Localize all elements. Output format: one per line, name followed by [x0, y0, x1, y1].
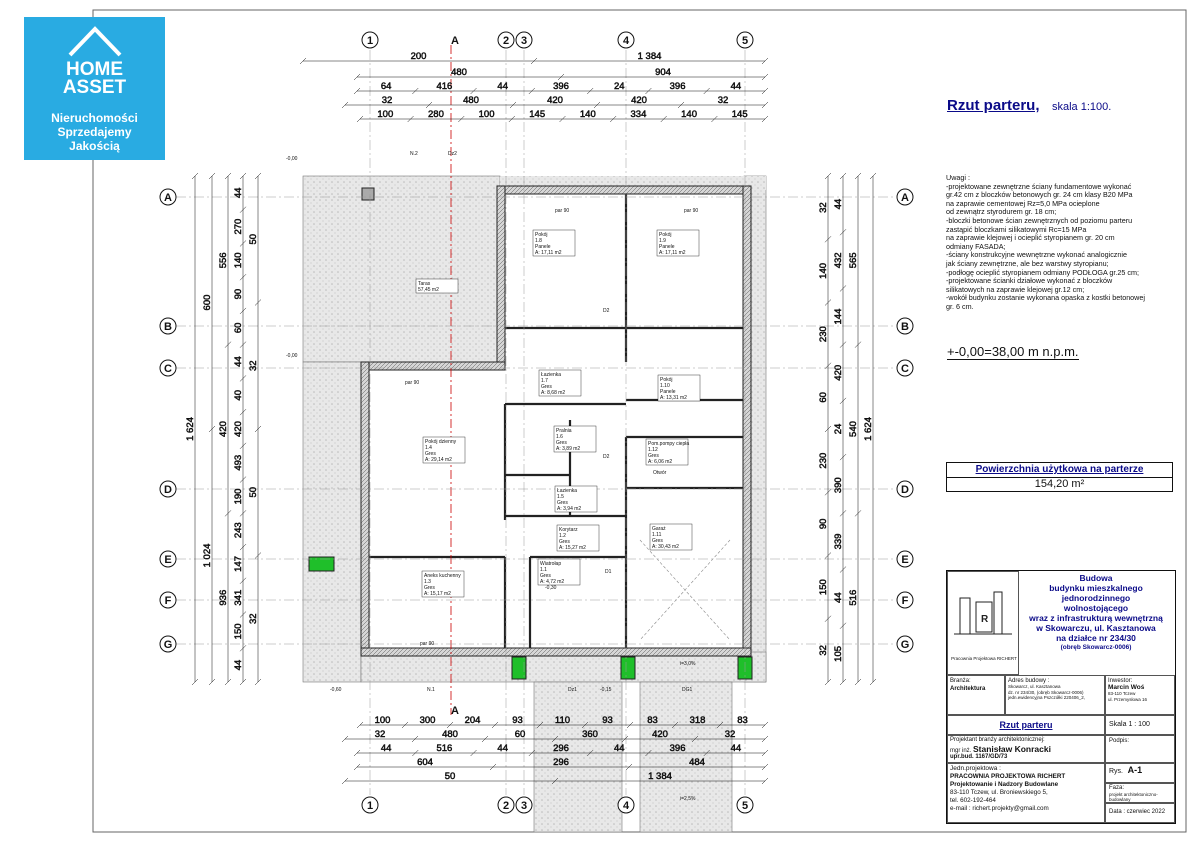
left-dimension: 44 [233, 356, 244, 367]
building-title-line: budynku mieszkalnego [1049, 583, 1143, 593]
left-dimension: 60 [233, 322, 244, 334]
investor-address: 83-110 Tczew [1108, 691, 1136, 696]
room-label-text: Pokój [659, 232, 672, 238]
investor-name: Marcin Woś [1108, 684, 1145, 691]
door-label: D2 [603, 454, 610, 460]
room-label-text: Panele [659, 244, 675, 250]
room-label-text: 1.8 [535, 238, 542, 244]
room-label-text: 1.3 [424, 579, 431, 585]
unit-label: Jedn.projektowa : [950, 765, 1001, 772]
address-line: dz. nr 234/30, (obręb Skowarcz-0006) [1008, 689, 1084, 695]
firm-small: Pracownia Projektowa RICHERT [951, 656, 1017, 661]
left-dimension: 420 [233, 421, 244, 437]
room-label-text: Gres [424, 585, 435, 591]
top-dimension: 416 [436, 81, 453, 92]
room-label-text: Pokój dzienny [425, 439, 457, 445]
room-label-text: 1.11 [652, 532, 662, 538]
svg-text:R: R [981, 614, 989, 625]
logo-tagline: Sprzedajemy [57, 125, 132, 139]
level-marker: -0,30 [545, 585, 557, 591]
right-dimension: 432 [833, 252, 844, 269]
room-label [539, 370, 581, 396]
right-dimension: 150 [818, 579, 829, 596]
axis-label: 5 [741, 800, 749, 812]
room-label-text: A: 8,68 m2 [541, 390, 566, 396]
room-label-text: Pokój [660, 377, 673, 383]
bottom-dimension: 480 [442, 729, 458, 740]
axis-label: C [164, 363, 172, 375]
rys-value: A-1 [1127, 765, 1143, 775]
rys-label: Rys. [1109, 768, 1123, 775]
top-dimension: 280 [428, 109, 444, 120]
top-dimension: 44 [497, 81, 509, 92]
room-label-text: Pom.pompy ciepła [648, 441, 690, 447]
building-title-line: Budowa [1079, 573, 1113, 583]
bottom-dimension: 32 [724, 729, 736, 740]
right-dimension: 230 [818, 326, 829, 343]
room-label-text: A: 13,31 m2 [660, 395, 687, 401]
usable-area-heading: Powierzchnia użytkowa na parterze [975, 464, 1144, 475]
room-label-text: A: 30,43 m2 [652, 544, 679, 550]
room-label [533, 230, 575, 256]
logo-brand-line1: HOME [66, 59, 123, 80]
bottom-dimension: 50 [444, 771, 456, 782]
address-line: jedn.ewidencyjna Pszczółki 220406_2, [1008, 695, 1086, 700]
room-label-text: 1.7 [541, 378, 548, 384]
left-dimension: 556 [218, 252, 229, 269]
right-dimension: 420 [833, 364, 844, 381]
room-label-text: Panele [535, 244, 551, 250]
room-label-text: Łazienka [541, 372, 562, 378]
top-dimension: 334 [630, 109, 647, 120]
left-dimension: 32 [248, 360, 259, 372]
room-label-text: Gres [648, 453, 659, 459]
room-label-text: Pralnia [556, 428, 572, 434]
room-label-text: 57,45 m2 [418, 287, 439, 293]
designer-label: Projektant branży architektonicznej: [950, 737, 1045, 743]
right-dimension: 540 [848, 421, 859, 437]
slope-label: i=2,5% [680, 796, 696, 802]
room-label-text: A: 3,89 m2 [556, 446, 581, 452]
usable-area-box [946, 462, 1173, 492]
note-line: -projektowane ścianki działowe wykonać z bloczków [946, 276, 1113, 286]
top-dimension: 140 [681, 109, 697, 120]
axis-label: 1 [366, 800, 374, 812]
garage-door-label: DG1 [682, 687, 693, 693]
opening-label: Otwór [653, 470, 667, 476]
right-dimension: 144 [833, 308, 844, 325]
building-title-line: wolnostojącego [1063, 603, 1129, 613]
top-dimension: 1 384 [637, 51, 662, 62]
axis-label: C [901, 363, 909, 375]
axis-label: A [901, 192, 909, 204]
signature-label: Podpis: [1109, 738, 1130, 744]
investor-label: Inwestor: [1108, 678, 1133, 684]
drawing-title: Rzut parteru, [947, 97, 1040, 114]
right-dimension: 140 [818, 262, 829, 279]
left-dimension: 50 [248, 486, 259, 498]
axis-label: 2 [502, 800, 510, 812]
room-label-text: A: 29,14 m2 [425, 457, 452, 463]
bottom-dimension: 44 [613, 743, 625, 754]
chimney-marker [362, 188, 374, 200]
firm-emblem-icon [948, 572, 1018, 652]
room-label [657, 230, 699, 256]
right-dimension: 60 [818, 392, 829, 403]
left-dimension: 420 [218, 421, 229, 437]
note-line: -projektowane zewnętrzne ściany fundamentowe wykonać [946, 181, 1132, 191]
green-pad [621, 657, 635, 679]
axis-label: 4 [622, 800, 630, 812]
room-label-text: Gres [425, 451, 436, 457]
axis-label: F [901, 595, 909, 607]
bottom-dimension: 484 [689, 757, 705, 768]
faza-label: Faza: [1109, 785, 1125, 791]
bottom-dimension: 318 [689, 715, 706, 726]
section-mark-top: A [451, 35, 459, 47]
bottom-dimension: 83 [737, 715, 748, 726]
room-label-text: Garaż [652, 526, 666, 532]
bottom-dimension: 296 [553, 757, 569, 768]
house-icon [68, 25, 122, 57]
room-label-text: 1.4 [425, 445, 432, 451]
top-dimension: 64 [380, 81, 392, 92]
left-dimension: 1 624 [185, 417, 196, 441]
designer-permit: upr.bud. 1167/GD/73 [950, 754, 1008, 760]
room-label-text: Wiatrołap [540, 561, 562, 567]
axis-label: A [164, 192, 172, 204]
room-label-text: 1.9 [659, 238, 666, 244]
room-label [646, 439, 689, 465]
room-label-text: A: 4,72 m2 [540, 579, 565, 585]
bottom-dimension: 604 [417, 757, 433, 768]
note-line: zastąpić bloczkami silikatowymi Rc=15 MPa [946, 224, 1087, 234]
date: Data : czerwiec 2022 [1109, 809, 1166, 815]
room-label-text: Gres [540, 573, 551, 579]
par-label: par 90 [555, 208, 570, 214]
room-label [555, 486, 597, 512]
top-dimension: 32 [717, 95, 729, 106]
bottom-dimension: 44 [380, 743, 392, 754]
right-dimension: 44 [833, 592, 844, 603]
level-marker: -0,00 [286, 156, 298, 162]
bottom-dimension: 93 [512, 715, 523, 726]
left-dimension: 190 [233, 488, 244, 505]
right-dimension: 32 [818, 202, 829, 213]
axis-label: E [901, 554, 909, 566]
bottom-dimension: 100 [374, 715, 391, 726]
room-label [658, 375, 700, 401]
room-label-text: A: 3,94 m2 [557, 506, 582, 512]
room-label-text: A: 17,11 m2 [659, 250, 686, 256]
left-dimension: 40 [233, 389, 244, 401]
note-line: od zewnątrz styrodurem gr. 18 cm; [946, 207, 1057, 217]
top-dimension: 24 [613, 81, 625, 92]
bottom-dimension: 296 [553, 743, 569, 754]
right-dimension: 339 [833, 533, 844, 550]
room-label-text: A: 6,06 m2 [648, 459, 673, 465]
top-dimension: 44 [730, 81, 742, 92]
room-label [557, 525, 599, 551]
par-label: par 90 [405, 380, 420, 386]
sheet-title: Rzut parteru [999, 720, 1053, 730]
top-dimension: 200 [410, 51, 427, 62]
top-dimension: 420 [547, 95, 563, 106]
bottom-dimension: 360 [582, 729, 598, 740]
room-label [538, 559, 580, 585]
title-block [946, 570, 1176, 824]
designer-prefix: mgr inż. [950, 748, 972, 754]
right-dimension: 390 [833, 477, 844, 494]
note-line: gr. 6 cm. [946, 301, 974, 311]
right-dimension: 24 [833, 423, 844, 435]
room-label-text: Korytarz [559, 527, 578, 533]
note-line: jak ściany zewnętrzne, ale bez warstwy styropianu; [946, 258, 1109, 268]
right-dimension: 230 [818, 452, 829, 469]
bottom-dimension: 110 [554, 715, 571, 726]
top-dimension: 480 [451, 67, 467, 78]
axis-label: G [163, 639, 173, 651]
top-dimension: 396 [553, 81, 569, 92]
top-dimension: 420 [631, 95, 647, 106]
axis-label: 4 [622, 35, 630, 47]
west-paving [303, 362, 361, 682]
building-title-line: jednorodzinnego [1061, 593, 1131, 603]
par-label: par 90 [684, 208, 699, 214]
room-label-text: A: 17,11 m2 [535, 250, 562, 256]
note-line: gr.42 cm z bloczków betonowych gr. 24 cm klasy B20 MPa [946, 190, 1133, 200]
left-dimension: 243 [233, 522, 244, 539]
room-label [416, 279, 458, 293]
room-label-text: 1.12 [648, 447, 658, 453]
level-marker: -0,60 [330, 687, 342, 693]
window-label: N.2 [410, 151, 418, 157]
left-dimension: 50 [248, 233, 259, 245]
room-label-text: Panele [660, 389, 676, 395]
left-dimension: 341 [233, 589, 244, 606]
note-line: silikatowych na zaprawie klejowej gr.12 cm; [946, 284, 1085, 294]
investor-address: ul. Przemysłowa 16 [1108, 696, 1148, 702]
note-line: odmiany FASADA; [946, 241, 1006, 251]
left-dimension: 936 [218, 589, 229, 606]
left-dimension: 600 [202, 294, 213, 311]
top-dimension: 145 [731, 109, 748, 120]
par-label: par 90 [420, 641, 435, 647]
unit-line: PRACOWNIA PROJEKTOWA RICHERT [950, 773, 1066, 780]
level-marker: -0,00 [286, 353, 298, 359]
terrace-paving [303, 176, 500, 362]
axis-label: 2 [502, 35, 510, 47]
address-line: Skowarcz, ul. Kasztanowa [1008, 684, 1061, 689]
axis-label: 5 [741, 35, 749, 47]
left-dimension: 147 [233, 556, 244, 572]
room-label-text: 1.10 [660, 383, 670, 389]
top-dimension: 140 [579, 109, 596, 120]
drawing-scale: skala 1:100. [1052, 101, 1112, 113]
bottom-dimension: 420 [652, 729, 668, 740]
unit-line: e-mail : richert.projekty@gmail.com [950, 805, 1049, 812]
room-label [554, 426, 596, 452]
room-label [422, 571, 464, 597]
room-label [650, 524, 692, 550]
left-dimension: 44 [233, 187, 244, 199]
address-label: Adres budowy : [1008, 678, 1050, 684]
designer-name: Stanisław Konracki [973, 744, 1051, 754]
usable-area-value: 154,20 m² [947, 477, 1172, 490]
left-dimension: 90 [233, 288, 244, 300]
left-dimension: 150 [233, 623, 244, 640]
room-label-text: Pokój [535, 232, 548, 238]
notes-block [946, 174, 1166, 312]
firm-emblem-cell [947, 571, 1019, 675]
right-dimension: 32 [818, 645, 829, 656]
building-title [1019, 573, 1173, 653]
sheet-scale: Skala 1 : 100 [1109, 721, 1150, 728]
branza-value: Architektura [950, 686, 986, 692]
zero-level: +-0,00=38,00 m n.p.m. [947, 344, 1079, 359]
unit-line: Projektowanie i Nadzory Budowlane [950, 781, 1059, 788]
bottom-dimension: 396 [669, 743, 686, 754]
room-label-text: Gres [557, 500, 568, 506]
bottom-dimension: 516 [436, 743, 453, 754]
room-label-text: Gres [559, 539, 570, 545]
room-label-text: Łazienka [557, 488, 578, 494]
note-line: na zaprawie klejowej i ocieplić styropianem gr. 20 cm [946, 233, 1115, 243]
bottom-dimension: 1 384 [648, 771, 672, 782]
bottom-dimension: 204 [464, 715, 481, 726]
note-line: -ściany konstrukcyjne wewnętrzne wykonać analogicznie [946, 250, 1127, 260]
left-dimension: 140 [233, 252, 244, 269]
path-paving [534, 682, 622, 832]
right-dimension: 1 624 [863, 417, 874, 441]
bottom-dimension: 83 [647, 715, 658, 726]
bottom-dimension: 32 [374, 729, 386, 740]
note-line: na zaprawie cementowej Rz=5,0 MPa ocieplone [946, 198, 1100, 208]
building-title-line: na działce nr 234/30 [1056, 633, 1136, 643]
axis-label: 1 [366, 35, 374, 47]
right-dimension: 105 [833, 645, 844, 662]
faza-value: projekt architektoniczno-budowlany [1109, 792, 1158, 802]
top-dimension: 100 [478, 109, 495, 120]
building-title-line: wraz z infrastrukturą wewnętrzną [1029, 613, 1163, 623]
driveway-paving [640, 682, 732, 832]
level-marker: -0,15 [600, 687, 612, 693]
room-label-text: 1.2 [559, 533, 566, 539]
room-label [423, 437, 465, 463]
note-line: -podłogę ocieplić styropianem odmiany PODŁOGA gr.25 cm; [946, 267, 1139, 277]
left-dimension: 1 024 [202, 543, 213, 568]
home-asset-logo [24, 17, 165, 160]
left-dimension: 44 [233, 659, 244, 671]
right-dimension: 90 [818, 518, 829, 530]
axis-label: 3 [520, 35, 528, 47]
top-dimension: 480 [463, 95, 479, 106]
bottom-dimension: 93 [602, 715, 613, 726]
logo-tagline: Jakością [69, 139, 120, 153]
logo-tagline: Nieruchomości [51, 111, 138, 125]
right-dimension: 516 [848, 589, 859, 606]
note-line: -bloczki betonowe ścian zewnętrznych od poziomu parteru [946, 215, 1133, 225]
room-label-text: Gres [541, 384, 552, 390]
room-label-text: Taras [418, 281, 431, 287]
building-title-line: w Skowarczu, ul. Kasztanowa [1036, 623, 1156, 633]
bottom-dimension: 300 [419, 715, 436, 726]
door-label: Dz1 [568, 687, 577, 693]
room-label-text: 1.6 [556, 434, 563, 440]
axis-label: B [901, 321, 909, 333]
axis-label: G [900, 639, 910, 651]
branza-label: Branża: [950, 678, 971, 684]
left-dimension: 32 [248, 613, 259, 625]
unit-line: tel. 602-192-464 [950, 797, 996, 804]
logo-brand-line2: ASSET [62, 77, 127, 98]
top-dimension: 145 [529, 109, 546, 120]
axis-label: 3 [520, 800, 528, 812]
slope-label: i=3,0% [680, 661, 696, 667]
right-dimension: 44 [833, 198, 844, 210]
left-dimension: 270 [233, 218, 244, 235]
right-dimension: 565 [848, 252, 859, 269]
top-dimension: 396 [669, 81, 686, 92]
door-label: D2 [603, 308, 610, 314]
door-label: Dz2 [448, 151, 457, 157]
door-label: D1 [605, 569, 612, 575]
top-dimension: 904 [655, 67, 671, 78]
axis-label: F [164, 595, 172, 607]
room-label-text: Gres [556, 440, 567, 446]
axis-label: D [901, 484, 909, 496]
room-label-text: A: 15,17 m2 [424, 591, 451, 597]
section-mark-bottom: A [451, 705, 459, 717]
room-label-text: Gres [652, 538, 663, 544]
note-line: Uwagi : [946, 173, 970, 182]
bottom-dimension: 60 [514, 729, 526, 740]
room-label-text: Aneks kuchenny [424, 573, 461, 579]
room-label-text: 1.5 [557, 494, 564, 500]
axis-label: E [164, 554, 172, 566]
unit-line: 83-110 Tczew, ul. Broniewskiego 5, [950, 789, 1048, 796]
left-dimension: 493 [233, 454, 244, 471]
window-label: N.1 [427, 687, 435, 693]
note-line: -wokół budynku zostanie wykonana opaska z kostki betonowej [946, 293, 1145, 303]
axis-label: B [164, 321, 172, 333]
bottom-dimension: 44 [730, 743, 742, 754]
axis-label: D [164, 484, 172, 496]
obreb: (obręb Skowarcz-0006) [1060, 644, 1132, 651]
bottom-dimension: 44 [497, 743, 509, 754]
top-dimension: 100 [377, 109, 394, 120]
room-label-text: A: 15,27 m2 [559, 545, 586, 551]
room-label-text: 1.1 [540, 567, 547, 573]
top-dimension: 32 [381, 95, 393, 106]
